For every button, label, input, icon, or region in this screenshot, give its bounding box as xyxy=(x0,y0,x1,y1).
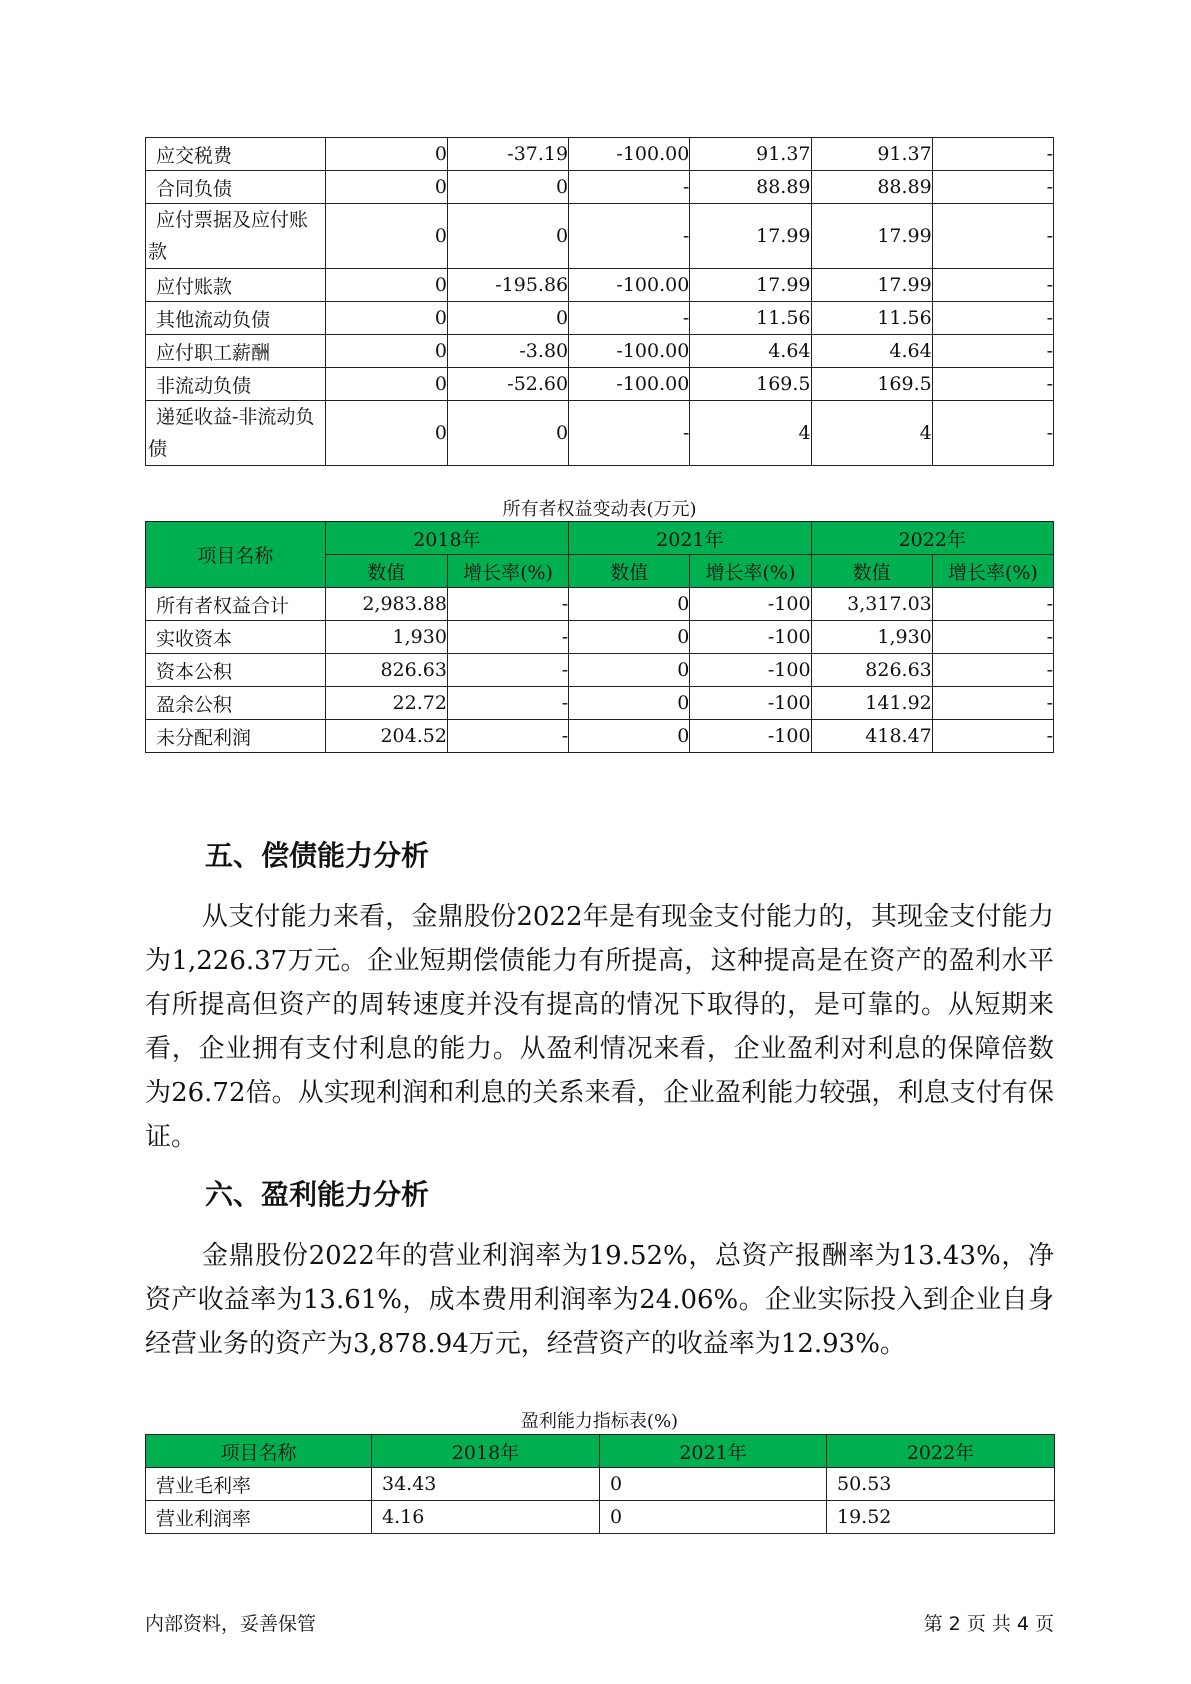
table-cell: 19.52 xyxy=(827,1501,1055,1534)
table-cell: -100.00 xyxy=(569,138,690,171)
table-cell: - xyxy=(447,720,568,753)
table-cell: 34.43 xyxy=(372,1468,600,1501)
table-row xyxy=(146,368,1054,401)
row-label: 应付职工薪酬 xyxy=(146,335,326,368)
table-row xyxy=(146,1501,1055,1534)
header-item-name: 项目名称 xyxy=(146,1435,372,1468)
table-cell: -37.19 xyxy=(447,138,568,171)
table-cell: 826.63 xyxy=(325,654,447,687)
table-cell: 0 xyxy=(447,204,568,269)
equity-table xyxy=(145,521,1054,753)
table-cell: 0 xyxy=(569,654,690,687)
row-label: 营业毛利率 xyxy=(146,1468,372,1501)
row-label: 实收资本 xyxy=(146,621,326,654)
header-value: 数值 xyxy=(811,555,932,588)
table-cell: - xyxy=(932,204,1053,269)
equity-table-caption: 所有者权益变动表(万元) xyxy=(502,499,697,520)
table-cell: - xyxy=(932,588,1053,621)
table-cell: - xyxy=(932,269,1053,302)
table-row xyxy=(146,720,1054,753)
row-label: 合同负债 xyxy=(146,171,326,204)
table-cell: 22.72 xyxy=(325,687,447,720)
table-cell: - xyxy=(932,621,1053,654)
header-year-2018: 2018年 xyxy=(325,522,569,555)
table-cell: 91.37 xyxy=(690,138,811,171)
table-row xyxy=(146,588,1054,621)
header-item-name: 项目名称 xyxy=(146,522,326,588)
table-cell: 17.99 xyxy=(811,269,932,302)
table-cell: 3,317.03 xyxy=(811,588,932,621)
table-cell: 0 xyxy=(325,138,447,171)
table-cell: 0 xyxy=(325,204,447,269)
header-year-2022: 2022年 xyxy=(811,522,1053,555)
row-label: 非流动负债 xyxy=(146,368,326,401)
table-cell: 141.92 xyxy=(811,687,932,720)
row-label: 应交税费 xyxy=(146,138,326,171)
table-cell: -100 xyxy=(690,588,811,621)
table-cell: 0 xyxy=(600,1501,827,1534)
row-label: 应付票据及应付账款 xyxy=(146,204,326,269)
table-row xyxy=(146,654,1054,687)
table-cell: - xyxy=(447,687,568,720)
table-cell: - xyxy=(569,302,690,335)
row-label: 盈余公积 xyxy=(146,687,326,720)
liabilities-table xyxy=(145,137,1054,466)
section5-paragraph: 从支付能力来看，金鼎股份2022年是有现金支付能力的，其现金支付能力为1,226.37万元。企业短期偿债能力有所提高，这种提高是在资产的盈利水平有所提高但资产的周转速度并没有提高的情况下取得的，是可靠的。从短期来看，企业拥有支付利息的能力。从盈利情况来看，企业盈利对利息的保障倍数为26.72倍。从实现利润和利息的关系来看，企业盈利能力较强，利息支付有保证。 xyxy=(145,902,1054,1152)
table-cell: 1,930 xyxy=(811,621,932,654)
table-cell: 2,983.88 xyxy=(325,588,447,621)
header-year-2018: 2018年 xyxy=(372,1435,600,1468)
table-cell: 0 xyxy=(325,269,447,302)
section6-heading: 六、盈利能力分析 xyxy=(205,1178,430,1211)
profit-table-caption: 盈利能力指标表(%) xyxy=(520,1411,679,1432)
table-cell: 4.64 xyxy=(811,335,932,368)
row-label: 未分配利润 xyxy=(146,720,326,753)
table-row xyxy=(146,302,1054,335)
table-cell: 826.63 xyxy=(811,654,932,687)
table-cell: 0 xyxy=(569,621,690,654)
table-cell: - xyxy=(447,621,568,654)
header-growth: 增长率(%) xyxy=(690,555,811,588)
table-cell: 1,930 xyxy=(325,621,447,654)
table-cell: - xyxy=(932,687,1053,720)
table-cell: - xyxy=(932,401,1053,466)
table-cell: 0 xyxy=(325,368,447,401)
row-label: 应付账款 xyxy=(146,269,326,302)
table-row xyxy=(146,269,1054,302)
profit-table xyxy=(145,1434,1055,1534)
table-row xyxy=(146,171,1054,204)
header-year-2022: 2022年 xyxy=(827,1435,1055,1468)
table-cell: 88.89 xyxy=(690,171,811,204)
table-cell: - xyxy=(932,654,1053,687)
table-cell: 4 xyxy=(811,401,932,466)
header-growth: 增长率(%) xyxy=(447,555,568,588)
table-row xyxy=(146,204,1054,269)
table-cell: -100.00 xyxy=(569,335,690,368)
table-cell: 0 xyxy=(325,171,447,204)
table-cell: - xyxy=(447,588,568,621)
table-cell: 0 xyxy=(569,687,690,720)
footer-confidential: 内部资料，妥善保管 xyxy=(145,1613,317,1635)
table-cell: -100.00 xyxy=(569,269,690,302)
table-row xyxy=(146,621,1054,654)
table-cell: - xyxy=(569,401,690,466)
table-row xyxy=(146,335,1054,368)
header-year-2021: 2021年 xyxy=(569,522,811,555)
table-cell: 0 xyxy=(325,401,447,466)
table-cell: -100 xyxy=(690,654,811,687)
table-cell: - xyxy=(932,335,1053,368)
table-cell: 0 xyxy=(569,720,690,753)
table-row xyxy=(146,138,1054,171)
table-cell: - xyxy=(569,204,690,269)
table-row xyxy=(146,687,1054,720)
table-cell: -52.60 xyxy=(447,368,568,401)
table-cell: - xyxy=(932,302,1053,335)
table-cell: - xyxy=(932,138,1053,171)
table-cell: -100.00 xyxy=(569,368,690,401)
table-cell: -195.86 xyxy=(447,269,568,302)
table-cell: 0 xyxy=(569,588,690,621)
table-cell: 169.5 xyxy=(690,368,811,401)
table-cell: 4.64 xyxy=(690,335,811,368)
table-cell: 0 xyxy=(325,302,447,335)
table-cell: - xyxy=(932,171,1053,204)
header-value: 数值 xyxy=(569,555,690,588)
table-row xyxy=(146,401,1054,466)
table-cell: 4 xyxy=(690,401,811,466)
table-cell: 11.56 xyxy=(811,302,932,335)
table-cell: 17.99 xyxy=(690,204,811,269)
table-row xyxy=(146,1468,1055,1501)
table-cell: 204.52 xyxy=(325,720,447,753)
table-cell: -100 xyxy=(690,687,811,720)
table-cell: 0 xyxy=(447,401,568,466)
row-label: 其他流动负债 xyxy=(146,302,326,335)
header-growth: 增长率(%) xyxy=(932,555,1053,588)
table-cell: 4.16 xyxy=(372,1501,600,1534)
section6-paragraph: 金鼎股份2022年的营业利润率为19.52%，总资产报酬率为13.43%，净资产收益率为13.61%，成本费用利润率为24.06%。企业实际投入到企业自身经营业务的资产为3,878.94万元，经营资产的收益率为12.93%。 xyxy=(145,1241,1054,1359)
table-cell: 0 xyxy=(447,302,568,335)
header-value: 数值 xyxy=(325,555,447,588)
row-label: 营业利润率 xyxy=(146,1501,372,1534)
table-cell: 0 xyxy=(325,335,447,368)
row-label: 递延收益-非流动负债 xyxy=(146,401,326,466)
table-cell: 11.56 xyxy=(690,302,811,335)
table-cell: 17.99 xyxy=(811,204,932,269)
table-cell: 17.99 xyxy=(690,269,811,302)
header-year-2021: 2021年 xyxy=(600,1435,827,1468)
table-cell: 0 xyxy=(447,171,568,204)
table-cell: -100 xyxy=(690,720,811,753)
row-label: 资本公积 xyxy=(146,654,326,687)
table-cell: 0 xyxy=(600,1468,827,1501)
table-cell: 50.53 xyxy=(827,1468,1055,1501)
footer-page-number: 第 2 页 共 4 页 xyxy=(923,1613,1054,1635)
table-cell: - xyxy=(447,654,568,687)
table-cell: - xyxy=(569,171,690,204)
table-cell: 418.47 xyxy=(811,720,932,753)
row-label: 所有者权益合计 xyxy=(146,588,326,621)
section5-heading: 五、偿债能力分析 xyxy=(205,839,430,872)
table-cell: 91.37 xyxy=(811,138,932,171)
table-cell: 169.5 xyxy=(811,368,932,401)
table-cell: -3.80 xyxy=(447,335,568,368)
table-cell: 88.89 xyxy=(811,171,932,204)
table-cell: - xyxy=(932,368,1053,401)
table-cell: -100 xyxy=(690,621,811,654)
table-cell: - xyxy=(932,720,1053,753)
